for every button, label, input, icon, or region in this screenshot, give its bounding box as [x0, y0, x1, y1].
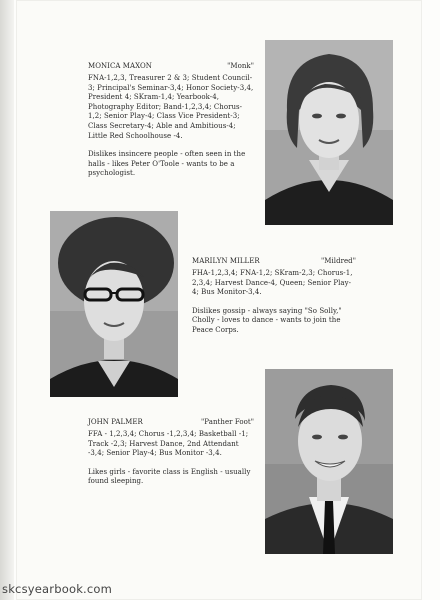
student-activities: FNA-1,2,3, Treasurer 2 & 3; Student Council-3; Principal's Seminar-3,4; Honor Society-3,4, President 4; SKram-1,4; Yearbook-4, Photography Editor; Band-1,2,3,4; Chorus-1,2; Senior Play-4; Class Vice President-3; Class Secretary-4; Able and Ambitious-4; Little Red Schoolhouse -4. [88, 74, 254, 140]
student-entry-marilyn [192, 257, 356, 345]
student-name: MONICA MAXON [88, 62, 152, 70]
site-watermark: skcsyearbook.com [2, 582, 113, 596]
binding-shadow [0, 0, 14, 600]
entry-header [88, 418, 254, 430]
student-nickname: "Mildred" [321, 257, 356, 265]
student-entry-john [88, 418, 254, 496]
portrait-photo-monica[interactable] [265, 40, 393, 225]
student-nickname: "Panther Foot" [201, 418, 254, 426]
student-activities: FFA - 1,2,3,4; Chorus -1,2,3,4; Basketball -1; Track -2,3; Harvest Dance, 2nd Attendant -3,4; Senior Play-4; Bus Monitor -3,4. [88, 430, 249, 458]
student-activities: FHA-1,2,3,4; FNA-1,2; SKram-2,3; Chorus-1, 2,3,4; Harvest Dance-4, Queen; Senior Play-4; Bus Monitor-3,4. [192, 269, 353, 297]
student-name: MARILYN MILLER [192, 257, 260, 265]
student-likes: Likes girls - favorite class is English - usually found sleeping. [88, 467, 251, 486]
student-likes: Dislikes gossip - always saying "So Solly," Cholly - loves to dance - wants to join the Peace Corps. [192, 306, 342, 334]
entry-header [88, 62, 254, 74]
portrait-photo-john[interactable] [265, 369, 393, 554]
student-entry-monica [88, 62, 254, 188]
student-nickname: "Monk" [227, 62, 254, 70]
student-name: JOHN PALMER [88, 418, 143, 426]
portrait-photo-marilyn[interactable] [50, 211, 178, 397]
entry-header [192, 257, 356, 269]
student-likes: Dislikes insincere people - often seen in the halls - likes Peter O'Toole - wants to be a psychologist. [88, 150, 246, 178]
